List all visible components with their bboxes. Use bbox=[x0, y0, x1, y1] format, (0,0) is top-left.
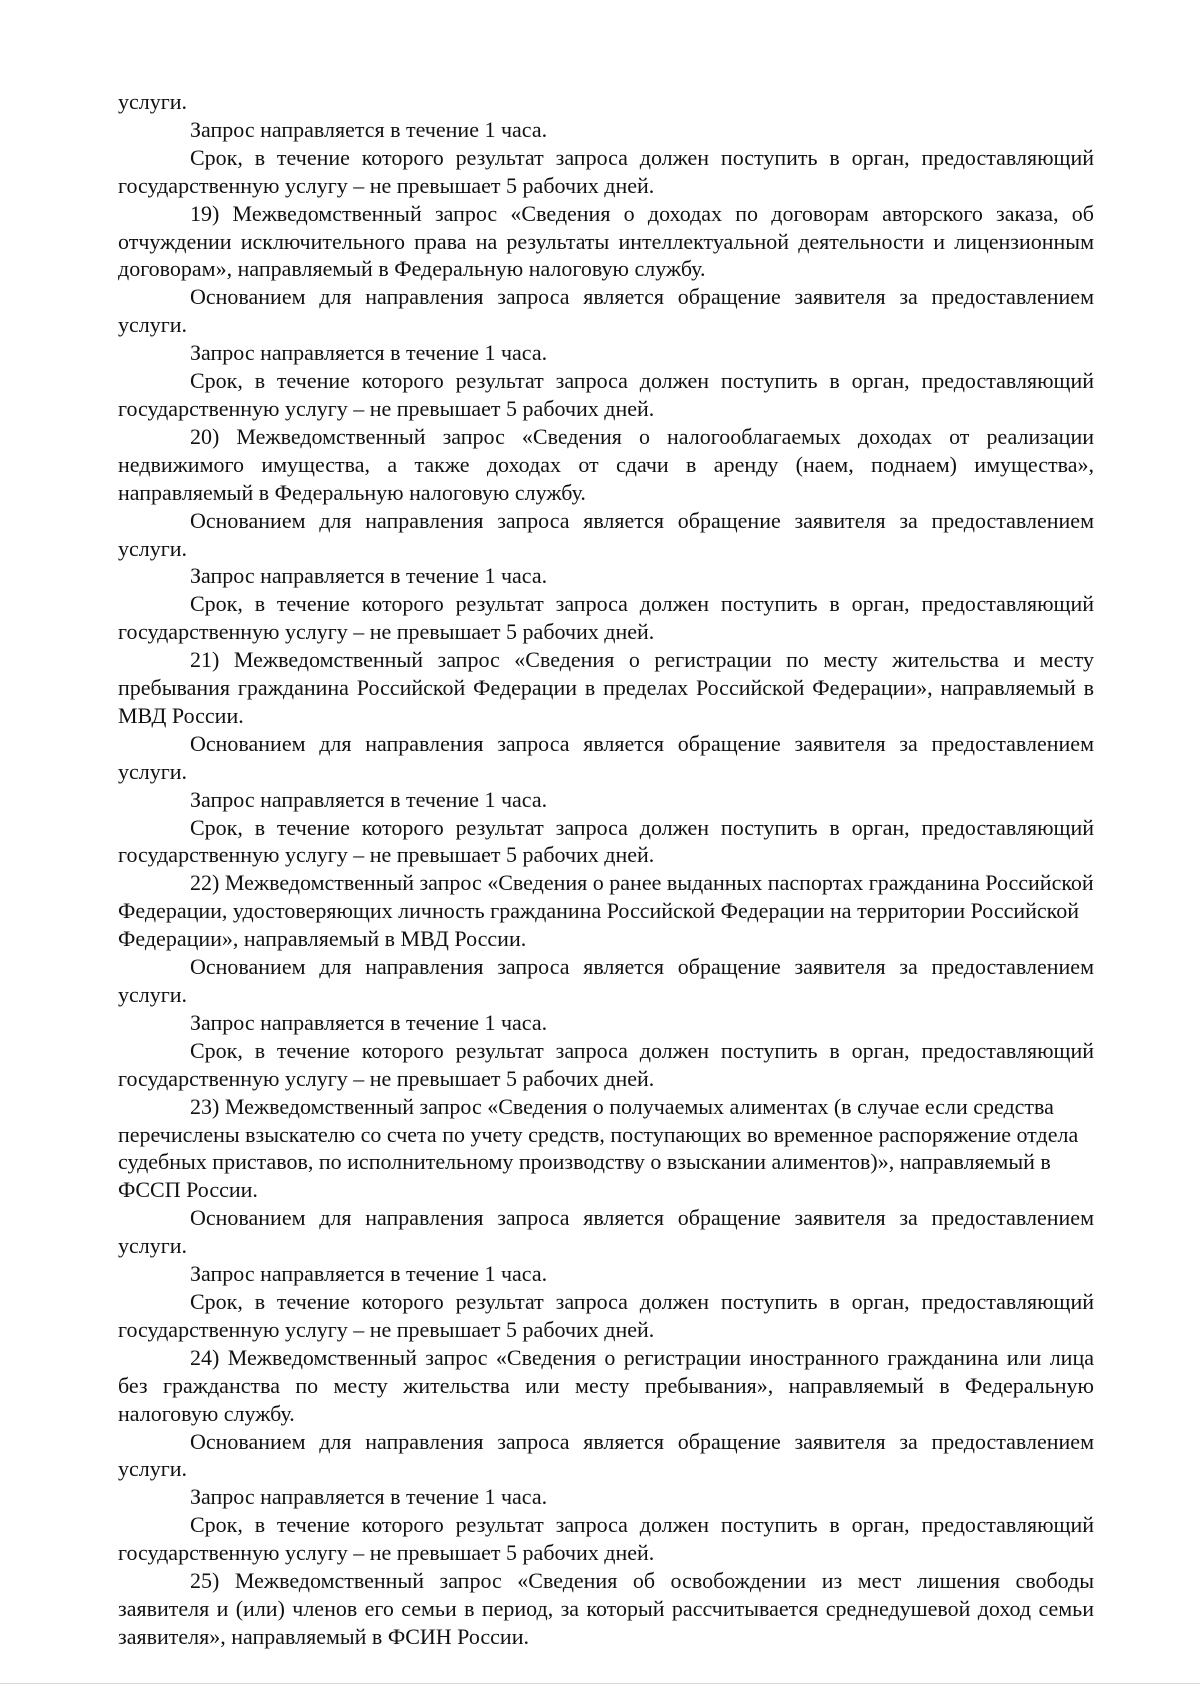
paragraph-p04: 19) Межведомственный запрос «Сведения о доходах по договорам авторского заказа, об отчуждении исключительного права на результаты интеллектуальной деятельности и лицензионным договорам», направляемый в Федеральную налоговую службу. bbox=[118, 200, 1094, 282]
paragraph-p25: Основанием для направления запроса является обращение заявителя за предоставлением услуги. bbox=[118, 1428, 1094, 1482]
paragraph-p12: 21) Межведомственный запрос «Сведения о регистрации по месту жительства и месту пребывания гражданина Российской Федерации в пределах Российской Федерации», направляемый в МВД России. bbox=[118, 647, 1094, 728]
scan-edge-line bbox=[0, 1683, 1200, 1684]
paragraph-p17: Основанием для направления запроса является обращение заявителя за предоставлением услуги. bbox=[118, 954, 1094, 1007]
paragraph-p02: Запрос направляется в течение 1 часа. bbox=[190, 116, 548, 142]
paragraph-p11: Срок, в течение которого результат запроса должен поступить в орган, предоставляющий государственную услугу – не превышает 5 рабочих дней. bbox=[118, 591, 1094, 645]
paragraph-p23: Срок, в течение которого результат запроса должен поступить в орган, предоставляющий государственную услугу – не превышает 5 рабочих дней. bbox=[118, 1288, 1094, 1342]
paragraph-p01: услуги. bbox=[118, 89, 188, 114]
paragraph-p20: 23) Межведомственный запрос «Сведения о получаемых алиментах (в случае если средства перечислены взыскателю со счета по учету средств, поступающих во временное распоряжение отдела судебных приставов, по исполнительному производству о взыскании алиментов)», направляемый в ФССП России. bbox=[118, 1093, 1079, 1203]
paragraph-p22: Запрос направляется в течение 1 часа. bbox=[190, 1261, 548, 1287]
paragraph-p18: Запрос направляется в течение 1 часа. bbox=[190, 1009, 548, 1035]
paragraph-p10: Запрос направляется в течение 1 часа. bbox=[190, 563, 548, 589]
paragraph-p13: Основанием для направления запроса является обращение заявителя за предоставлением услуги. bbox=[118, 730, 1094, 784]
document-page bbox=[118, 88, 1094, 1651]
paragraph-p08: 20) Межведомственный запрос «Сведения о налогооблагаемых доходах от реализации недвижимого имущества, а также доходах от сдачи в аренду (наем, поднаем) имущества», направляемый в Федеральную налоговую службу. bbox=[118, 423, 1094, 505]
paragraph-p26: Запрос направляется в течение 1 часа. bbox=[190, 1484, 548, 1510]
paragraph-p28: 25) Межведомственный запрос «Сведения об освобождении из мест лишения свободы заявителя и (или) членов его семьи в период, за который рассчитывается среднедушевой доход семьи заявителя», направляемый в ФСИН России. bbox=[118, 1568, 1094, 1649]
paragraph-p06: Запрос направляется в течение 1 часа. bbox=[190, 340, 548, 366]
paragraph-p05: Основанием для направления запроса является обращение заявителя за предоставлением услуги. bbox=[118, 284, 1094, 338]
paragraph-p07: Срок, в течение которого результат запроса должен поступить в орган, предоставляющий государственную услугу – не превышает 5 рабочих дней. bbox=[118, 368, 1094, 421]
paragraph-p16: 22) Межведомственный запрос «Сведения о ранее выданных паспортах гражданина Российской Федерации, удостоверяющих личность гражданина Российской Федерации на территории Российской Федерации», направляемый в МВД России. bbox=[118, 870, 1094, 952]
paragraph-p27: Срок, в течение которого результат запроса должен поступить в орган, предоставляющий государственную услугу – не превышает 5 рабочих дней. bbox=[118, 1512, 1094, 1566]
paragraph-p19: Срок, в течение которого результат запроса должен поступить в орган, предоставляющий государственную услугу – не превышает 5 рабочих дней. bbox=[118, 1037, 1094, 1091]
paragraph-p09: Основанием для направления запроса является обращение заявителя за предоставлением услуги. bbox=[118, 507, 1094, 561]
paragraph-p14: Запрос направляется в течение 1 часа. bbox=[190, 786, 548, 812]
paragraph-p03: Срок, в течение которого результат запроса должен поступить в орган, предоставляющий государственную услугу – не превышает 5 рабочих дней. bbox=[118, 144, 1094, 198]
paragraph-p21: Основанием для направления запроса является обращение заявителя за предоставлением услуги. bbox=[118, 1205, 1094, 1259]
paragraph-p24: 24) Межведомственный запрос «Сведения о регистрации иностранного гражданина или лица без гражданства по месту жительства или месту пребывания», направляемый в Федеральную налоговую службу. bbox=[118, 1344, 1094, 1426]
paragraph-p15: Срок, в течение которого результат запроса должен поступить в орган, предоставляющий государственную услугу – не превышает 5 рабочих дней. bbox=[118, 814, 1094, 868]
